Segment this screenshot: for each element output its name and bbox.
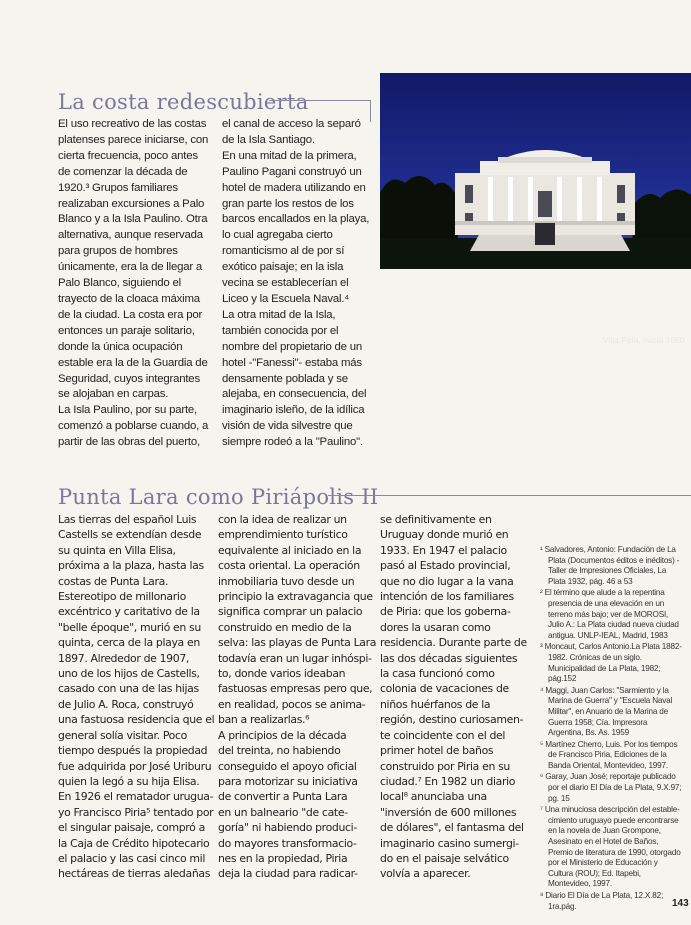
text-line: quien la legó a su hija Elisa. xyxy=(58,774,200,788)
text-line: para grupos de hombres xyxy=(58,245,178,258)
text-line: to, donde varios ideaban xyxy=(218,667,346,681)
text-line: únicamente, era la de llegar a xyxy=(58,261,203,274)
text-line: de la Isla Santiago. xyxy=(222,133,315,146)
footnote: ⁵ Martínez Cherro, Luis. Por los tiempos de Francisco Piria, Ediciones de la Banda Oriental, Montevideo, 1997. xyxy=(540,739,678,770)
text-line: todavía eran un lugar inhóspi- xyxy=(218,651,372,665)
footnote: ⁷ Una minuciosa descripción del estable- cimiento uruguayo puede encontrarse en la novela de Juan Grompone, Asesinato en el Hotel de Baños, Premio de literatura de 1990, otorgado por el Ministerio de Educación y Cultura (ROU); Ed. Itapebi, Montevideo, 1997. xyxy=(540,805,681,889)
text-line: próxima a la plaza, hasta las xyxy=(58,559,204,573)
text-line: comenzó a poblarse cuando, a xyxy=(58,420,209,433)
text-line: realizaban excursiones a Palo xyxy=(58,197,205,210)
text-line: estable era la de la Guardia de xyxy=(58,356,208,369)
text-line: niños huérfanos de la xyxy=(380,697,491,711)
text-line: exótico paisaje; en la isla xyxy=(222,261,344,274)
text-line: partir de las obras del puerto, xyxy=(58,436,200,449)
text-line: hotel -"Fanessi"- estaba más xyxy=(222,356,362,369)
text-line: 1933. En 1947 el palacio xyxy=(380,543,507,557)
photo-caption: Villa Piria, hacia 1980. xyxy=(603,335,687,345)
text-line: general solía visitar. Poco xyxy=(58,728,187,742)
text-line: de Piria: que los goberna- xyxy=(380,605,511,619)
text-line: fue adquirida por José Uriburu xyxy=(58,759,212,773)
text-line: yo Francisco Piria⁵ tentado por xyxy=(58,805,214,819)
text-line: donde la única ocupación xyxy=(58,340,183,353)
text-line: platenses parece iniciarse, con xyxy=(58,133,209,146)
text-line: A principios de la década xyxy=(218,728,347,742)
text-line: Las tierras del español Luis xyxy=(58,513,197,526)
text-line: densamente poblada y se xyxy=(222,372,348,385)
text-line: Castells se extendían desde xyxy=(58,528,202,542)
text-line: la casa funcionó como xyxy=(380,667,495,681)
text-line: las dos décadas siguientes xyxy=(380,651,518,665)
footnotes xyxy=(540,545,684,913)
text-line: 1897. Alrededor de 1907, xyxy=(58,651,190,665)
text-line: en un balneario "de cate- xyxy=(218,805,348,819)
section2-column3 xyxy=(380,512,530,882)
text-line: intención de los familiares xyxy=(380,590,514,604)
text-line: nombre del propietario de un xyxy=(222,340,363,353)
section-title-costa: La costa redescubierta xyxy=(58,90,309,114)
text-line: dores la usaran como xyxy=(380,620,491,634)
text-line: equivalente al iniciado en la xyxy=(218,543,362,557)
section1-column1 xyxy=(58,117,220,451)
text-line: pasó al Estado provincial, xyxy=(380,559,511,573)
text-line: se definitivamente en xyxy=(380,513,492,526)
text-line: hotel de madera utilizando en xyxy=(222,181,366,194)
text-line: primer hotel de baños xyxy=(380,744,494,758)
text-line: construido por Piria en su xyxy=(380,759,510,773)
text-line: barcos encallados en la playa, xyxy=(222,213,370,226)
text-line: conseguido el apoyo oficial xyxy=(218,759,357,773)
footnote: ⁸ Diario El Día de La Plata, 12.X.82; 1ra.pág. xyxy=(540,891,664,911)
section-title-punta-lara: Punta Lara como Piriápolis II xyxy=(58,485,379,509)
text-line: principio la extravagancia que xyxy=(218,590,373,604)
text-line: ciudad.⁷ En 1982 un diario xyxy=(380,774,516,788)
text-line: 1920.³ Grupos familiares xyxy=(58,181,178,194)
text-line: Blanco y a la Isla Paulino. Otra xyxy=(58,213,208,226)
page-number: 143 xyxy=(672,898,689,909)
section2-column1 xyxy=(58,512,218,882)
text-line: de dólares", el fantasma del xyxy=(380,821,524,835)
text-line: emprendimiento turístico xyxy=(218,528,348,542)
footnote: ³ Moncaut, Carlos Antonio.La Plata 1882-1982. Crónicas de un siglo. Municipalidad de La Plata, 1982; pág.152 xyxy=(540,642,682,684)
section2-rule xyxy=(328,495,691,496)
text-line: siempre rodeó a la "Paulino". xyxy=(222,436,363,449)
text-line: lo cual agregaba cierto xyxy=(222,229,333,242)
text-line: Palo Blanco, siguiendo el xyxy=(58,277,181,290)
text-line: en realidad, pocos se anima- xyxy=(218,697,366,711)
text-line: de Julio A. Roca, construyó xyxy=(58,697,194,711)
text-line: En 1926 el rematador urugua- xyxy=(58,790,214,804)
text-line: región, destino curiosamen- xyxy=(380,713,524,727)
text-line: fastuosas empresas pero que, xyxy=(218,682,373,696)
text-line: alejaba, en consecuencia, del xyxy=(222,388,367,401)
text-line: costas de Punta Lara. xyxy=(58,574,169,588)
text-line: vecina se establecerían el xyxy=(222,277,349,290)
text-line: Estereotipo de millonario xyxy=(58,590,186,604)
text-line: de convertir a Punta Lara xyxy=(218,790,348,804)
text-line: el singular paisaje, compró a xyxy=(58,821,205,835)
footnote: ⁶ Garay, Juan José; reportaje publicado por el diario El Día de La Plata, 9.X.97; pg. 15 xyxy=(540,772,682,803)
text-line: selva: las playas de Punta Lara xyxy=(218,636,377,650)
section1-column2 xyxy=(222,117,378,451)
text-line: de la ciudad. La costa era por xyxy=(58,308,203,321)
text-line: El uso recreativo de las costas xyxy=(58,118,207,130)
text-line: residencia. Durante parte de xyxy=(380,636,527,650)
text-line: goría" ni habiendo produci- xyxy=(218,821,357,835)
text-line: quinta, cerca de la playa en xyxy=(58,636,200,650)
text-line: casado con una de las hijas xyxy=(58,682,199,696)
text-line: Liceo y la Escuela Naval.⁴ xyxy=(222,292,349,305)
text-line: visión de vida silvestre que xyxy=(222,420,353,433)
text-line: para motorizar su iniciativa xyxy=(218,774,358,788)
text-line: Paulino Pagani construyó un xyxy=(222,165,362,178)
section2-column2 xyxy=(218,512,378,882)
text-line: alternativa, aunque reservada xyxy=(58,229,203,242)
text-line: que no dio lugar a la vana xyxy=(380,574,514,588)
title-rule xyxy=(269,100,370,101)
text-line: colonia de vacaciones de xyxy=(380,682,509,696)
text-line: el palacio y las casi cinco mil xyxy=(58,851,206,865)
text-line: "inversión de 600 millones xyxy=(380,805,517,819)
text-line: el canal de acceso la separó xyxy=(222,118,361,130)
text-line: gran parte los restos de los xyxy=(222,197,354,210)
text-line: local⁸ anunciaba una xyxy=(380,790,487,804)
text-line: imaginario casino sumergi- xyxy=(380,836,519,850)
text-line: excéntrico y caritativo de la xyxy=(58,605,200,619)
text-line: "belle époque", murió en su xyxy=(58,620,201,634)
text-line: Uruguay donde murió en xyxy=(380,528,509,542)
text-line: costa oriental. La operación xyxy=(218,559,360,573)
text-line: nes en la propiedad, Piria xyxy=(218,851,348,865)
villa-piria-photo xyxy=(380,73,691,345)
text-line: volvía a aparecer. xyxy=(380,867,471,881)
text-line: Seguridad, cuyos integrantes xyxy=(58,372,200,385)
text-line: la Caja de Crédito hipotecario xyxy=(58,836,210,850)
text-line: te coincidente con el del xyxy=(380,728,506,742)
text-line: inmobiliaria tuvo desde un xyxy=(218,574,355,588)
text-line: trayecto de la cloaca máxima xyxy=(58,292,200,305)
text-line: una fastuosa residencia que el xyxy=(58,713,215,727)
text-line: del treinta, no habiendo xyxy=(218,744,341,758)
text-line: La otra mitad de la Isla, xyxy=(222,308,336,321)
text-line: imaginario isleño, de la idílica xyxy=(222,404,365,417)
text-line: su quinta en Villa Elisa, xyxy=(58,543,176,557)
text-line: también conocida por el xyxy=(222,324,339,337)
text-line: construido en medio de la xyxy=(218,620,352,634)
footnote: ² El término que alude a la repentina presencia de una elevación en un terreno más bajo; ver de MOROSI, Julio A.: La Plata ciudad nueva ciudad antigua. UNLP-IEAL, Madrid, 1983 xyxy=(540,588,679,640)
text-line: tiempo después la propiedad xyxy=(58,744,208,758)
text-line: La Isla Paulino, por su parte, xyxy=(58,404,198,417)
text-line: do mayores transformacio- xyxy=(218,836,357,850)
text-line: con la idea de realizar un xyxy=(218,513,347,526)
text-line: cierta frecuencia, poco antes xyxy=(58,149,198,162)
text-line: do en el paisaje selvático xyxy=(380,851,509,865)
text-line: deja la ciudad para radicar- xyxy=(218,867,358,881)
text-line: romanticismo al de por sí xyxy=(222,245,345,258)
villa-piria-image xyxy=(380,73,691,269)
text-line: de comenzar la década de xyxy=(58,165,188,178)
text-line: uno de los hijos de Castells, xyxy=(58,667,200,681)
text-line: significa comprar un palacio xyxy=(218,605,363,619)
text-line: hectáreas de tierras aledañas xyxy=(58,867,211,881)
text-line: entonces un paraje solitario, xyxy=(58,324,195,337)
footnote: ⁴ Maggi, Juan Carlos: "Sarmiento y la Marina de Guerra" y "Escuela Naval Militar", en Anuario de la Marina de Guerra 1958; Cía. Impresora Argentina, Bs. As. 1959 xyxy=(540,685,673,738)
text-line: ban a realizarlas.⁶ xyxy=(218,713,310,727)
footnote: ¹ Salvadores, Antonio: Fundación de La Plata (Documentos éditos e inéditos) - Taller de Impresiones Oficiales, La Plata 1932, pág. 46 a 53 xyxy=(540,545,680,586)
text-line: En una mitad de la primera, xyxy=(222,149,357,162)
text-line: se alojaban en carpas. xyxy=(58,388,169,401)
